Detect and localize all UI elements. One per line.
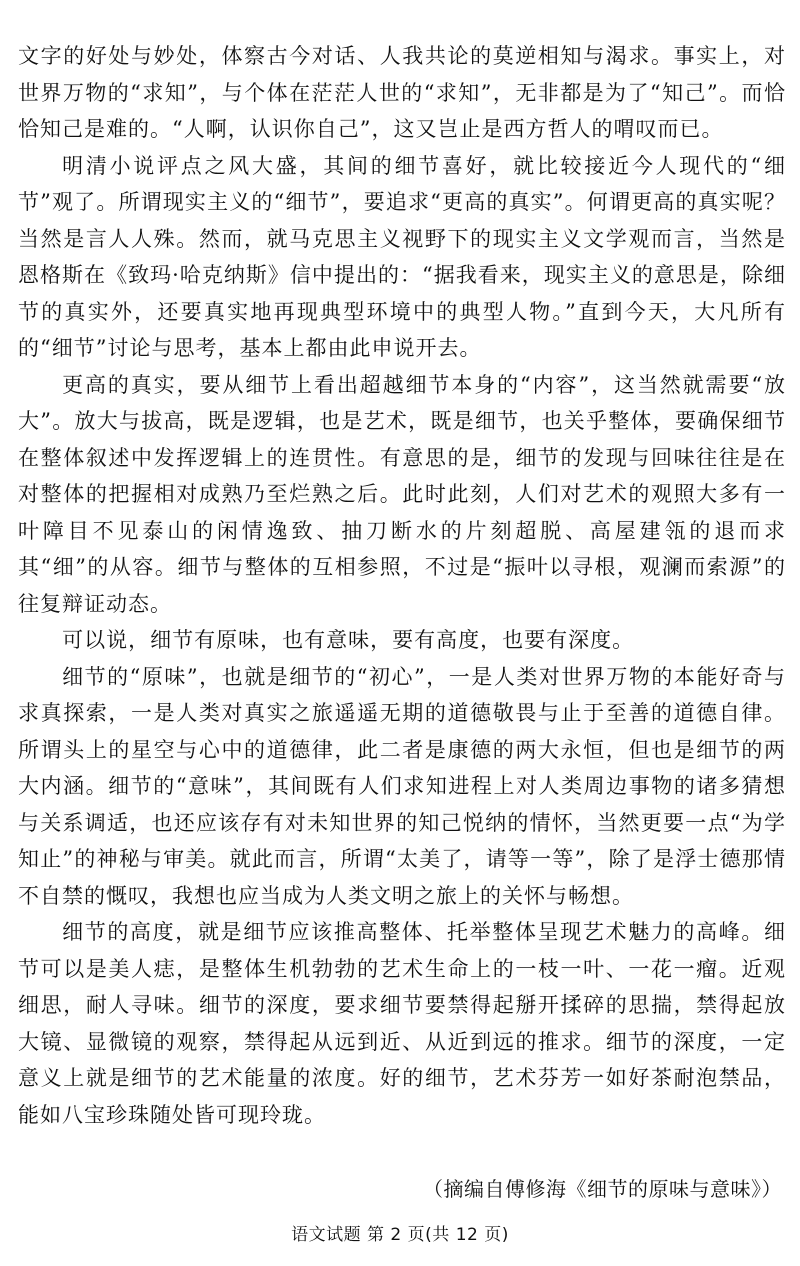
article-body xyxy=(18,38,786,1133)
paragraph-2: 明清小说评点之风大盛，其间的细节喜好，就比较接近今人现代的“细节”观了。所谓现实主义的“细节”，要追求“更高的真实”。何谓更高的真实呢？当然是言人人殊。然而，就马克思主义视野下的现实主义文学观而言，当然是恩格斯在《致玛·哈克纳斯》信中提出的：“据我看来，现实主义的意思是，除细节的真实外，还要真实地再现典型环境中的典型人物。”直到今天，大凡所有的“细节”讨论与思考，基本上都由此申说开去。 xyxy=(18,153,786,360)
paragraph-3: 更高的真实，要从细节上看出超越细节本身的“内容”，这当然就需要“放大”。放大与拔高，既是逻辑，也是艺术，既是细节，也关乎整体，要确保细节在整体叙述中发挥逻辑上的连贯性。有意思的是，细节的发现与回味往往是在对整体的把握相对成熟乃至烂熟之后。此时此刻，人们对艺术的观照大多有一叶障目不见泰山的闲情逸致、抽刀断水的片刻超脱、高屋建瓴的退而求其“细”的从容。细节与整体的互相参照，不过是“振叶以寻根，观澜而索源”的往复辩证动态。 xyxy=(18,372,786,616)
paragraph-4: 可以说，细节有原味，也有意味，要有高度，也要有深度。 xyxy=(62,628,635,652)
page-footer: 语文试题 第 2 页(共 12 页) xyxy=(291,1225,509,1245)
source-citation: （摘编自傅修海《细节的原味与意味》） xyxy=(423,1177,782,1201)
paragraph-1: 文字的好处与妙处，体察古今对话、人我共论的莫逆相知与渴求。事实上，对世界万物的“求知”，与个体在茫茫人世的“求知”，无非都是为了“知己”。而恰恰知己是难的。“人啊，认识你自己”，这又岂止是西方哲人的喟叹而已。 xyxy=(18,44,786,141)
paragraph-5: 细节的“原味”，也就是细节的“初心”，一是人类对世界万物的本能好奇与求真探索，一是人类对真实之旅遥遥无期的道德敬畏与止于至善的道德自律。所谓头上的星空与心中的道德律，此二者是康德的两大永恒，但也是细节的两大内涵。细节的“意味”，其间既有人们求知进程上对人类周边事物的诸多猜想与关系调适，也还应该存有对未知世界的知己悦纳的情怀，当然更要一点“为学知止”的神秘与审美。就此而言，所谓“太美了，请等一等”，除了是浮士德那情不自禁的慨叹，我想也应当成为人类文明之旅上的关怀与畅想。 xyxy=(18,664,786,908)
paragraph-6: 细节的高度，就是细节应该推高整体、托举整体呈现艺术魅力的高峰。细节可以是美人痣，是整体生机勃勃的艺术生命上的一枝一叶、一花一瘤。近观细思，耐人寻味。细节的深度，要求细节要禁得起掰开揉碎的思揣，禁得起放大镜、显微镜的观察，禁得起从远到近、从近到远的推求。细节的深度，一定意义上就是细节的艺术能量的浓度。好的细节，艺术芬芳一如好茶耐泡禁品，能如八宝珍珠随处皆可现玲珑。 xyxy=(18,920,786,1127)
